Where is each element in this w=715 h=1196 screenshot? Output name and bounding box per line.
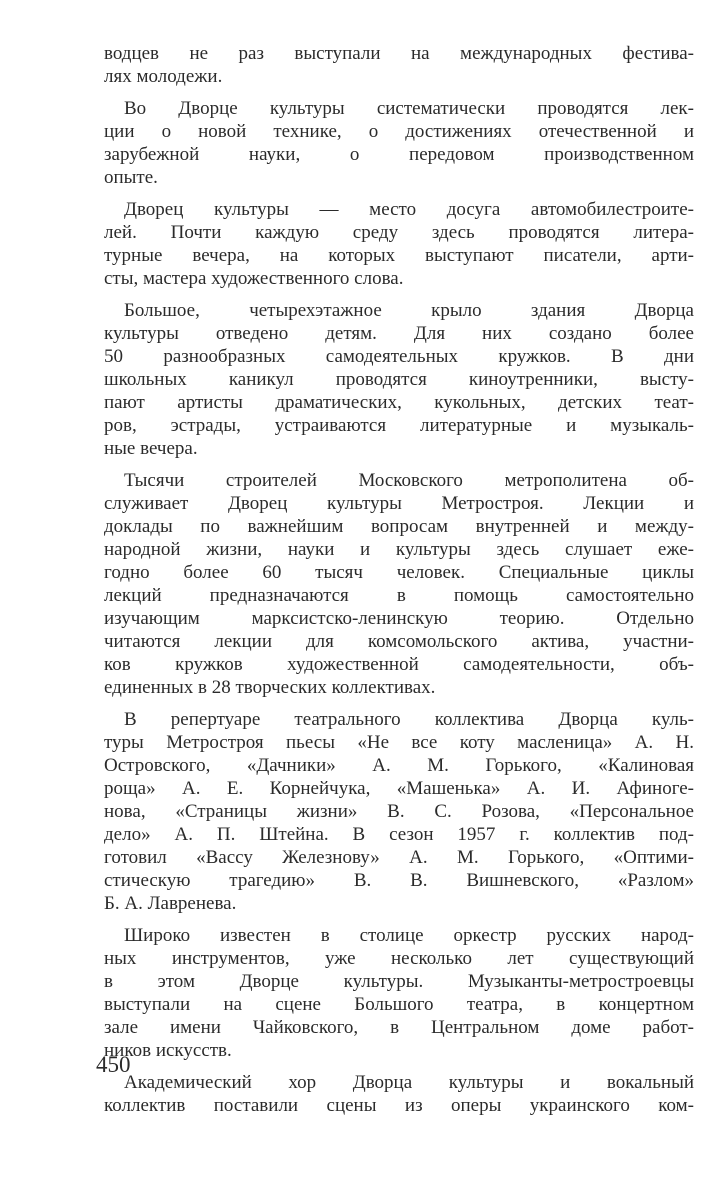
text-line: 50 разнообразных самодеятельных кружков. В дни	[104, 346, 694, 367]
text-line: ников искусств.	[104, 1040, 232, 1061]
text-line: школьных каникул проводятся киноутренники, высту-	[104, 369, 694, 390]
text-line: Дворец культуры — место досуга автомобилестроите-	[124, 199, 694, 220]
text-line: сты, мастера художественного слова.	[104, 268, 404, 289]
paragraph	[104, 97, 694, 189]
text-line: ных инструментов, уже несколько лет существующий	[104, 948, 694, 969]
text-line: роща» А. Е. Корнейчука, «Машенька» А. И. Афиноге-	[104, 778, 694, 799]
text-line: дело» А. П. Штейна. В сезон 1957 г. коллектив под-	[104, 824, 694, 845]
text-line: доклады по важнейшим вопросам внутренней и между-	[104, 516, 694, 537]
text-line: культуры отведено детям. Для них создано более	[104, 323, 694, 344]
text-line: Островского, «Дачники» А. М. Горького, «Калиновая	[104, 755, 694, 776]
text-line: служивает Дворец культуры Метростроя. Лекции и	[104, 493, 694, 514]
text-line: в этом Дворце культуры. Музыканты-метростроевцы	[104, 971, 694, 992]
text-line: лях молодежи.	[104, 66, 223, 87]
text-line: Во Дворце культуры систематически проводятся лек-	[124, 98, 694, 119]
text-line: Широко известен в столице оркестр русских народ-	[124, 925, 694, 946]
text-line: Большое, четырехэтажное крыло здания Дворца	[124, 300, 694, 321]
text-line: туры Метростроя пьесы «Не все коту масленица» А. Н.	[104, 732, 694, 753]
text-line: годно более 60 тысяч человек. Специальные циклы	[104, 562, 694, 583]
text-line: водцев не раз выступали на международных фестива-	[104, 43, 694, 64]
paragraph	[104, 42, 694, 88]
text-line: ные вечера.	[104, 438, 198, 459]
text-line: лей. Почти каждую среду здесь проводятся литера-	[104, 222, 694, 243]
text-line: Тысячи строителей Московского метрополитена об-	[124, 470, 694, 491]
body-text	[104, 42, 694, 1126]
text-line: Б. А. Лавренева.	[104, 893, 237, 914]
paragraph	[104, 924, 694, 1062]
text-line: зале имени Чайковского, в Центральном доме работ-	[104, 1017, 694, 1038]
text-line: зарубежной науки, о передовом производственном	[104, 144, 694, 165]
text-line: единенных в 28 творческих коллективах.	[104, 677, 436, 698]
text-line: ков кружков художественной самодеятельности, объ-	[104, 654, 694, 675]
text-line: ции о новой технике, о достижениях отечественной и	[104, 121, 694, 142]
text-line: выступали на сцене Большого театра, в концертном	[104, 994, 694, 1015]
text-line: опыте.	[104, 167, 158, 188]
page-number: 450	[96, 1052, 131, 1077]
text-line: Академический хор Дворца культуры и вокальный	[124, 1072, 694, 1093]
text-line: изучающим марксистско-ленинскую теорию. Отдельно	[104, 608, 694, 629]
paragraph	[104, 708, 694, 915]
paragraph	[104, 1071, 694, 1117]
text-line: коллектив поставили сцены из оперы украинского ком-	[104, 1095, 694, 1116]
text-line: лекций предназначаются в помощь самостоятельно	[104, 585, 694, 606]
paragraph	[104, 469, 694, 699]
text-line: готовил «Вассу Железнову» А. М. Горького, «Оптими-	[104, 847, 694, 868]
text-line: народной жизни, науки и культуры здесь слушает еже-	[104, 539, 694, 560]
text-line: нова, «Страницы жизни» В. С. Розова, «Персональное	[104, 801, 694, 822]
text-line: турные вечера, на которых выступают писатели, арти-	[104, 245, 694, 266]
text-line: читаются лекции для комсомольского актива, участни-	[104, 631, 694, 652]
text-line: ров, эстрады, устраиваются литературные и музыкаль-	[104, 415, 694, 436]
text-line: пают артисты драматических, кукольных, детских теат-	[104, 392, 694, 413]
text-line: стическую трагедию» В. В. Вишневского, «Разлом»	[104, 870, 694, 891]
paragraph	[104, 198, 694, 290]
paragraph	[104, 299, 694, 460]
text-line: В репертуаре театрального коллектива Дворца куль-	[124, 709, 694, 730]
